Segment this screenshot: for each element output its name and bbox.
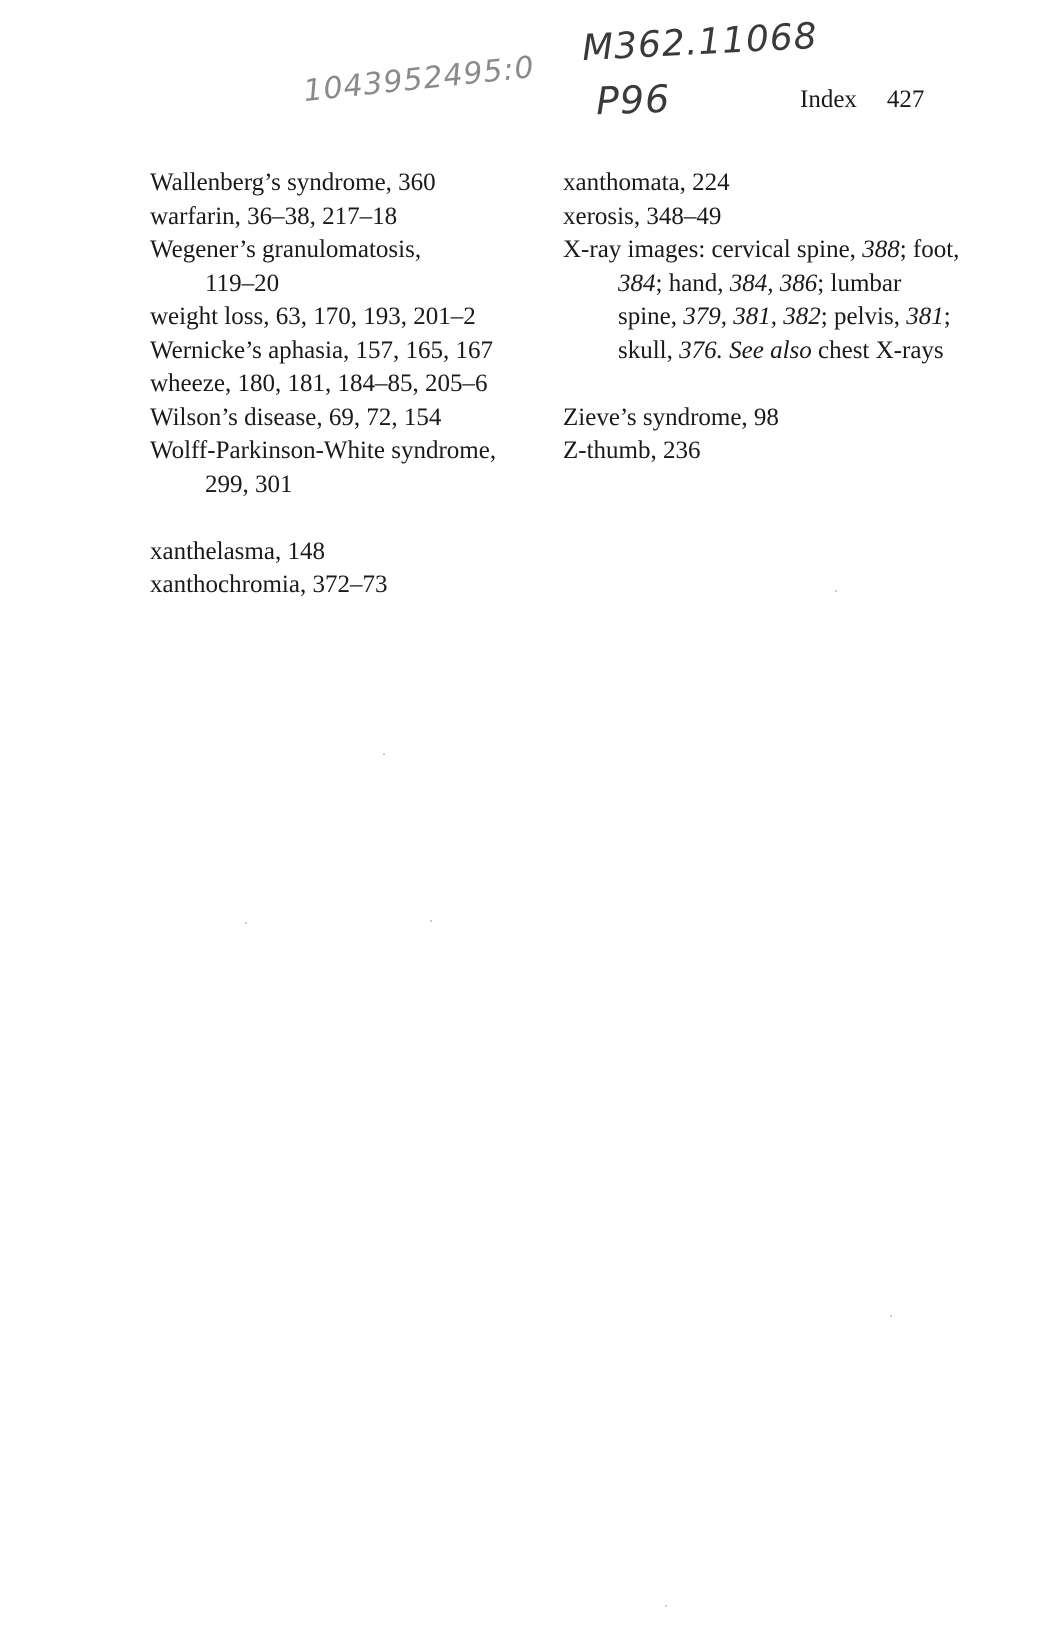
index-entry-wegener <box>150 233 530 300</box>
handwritten-code: P96 <box>595 76 672 124</box>
scan-speck <box>383 753 385 755</box>
index-entry-wpw-pages: 299, 301 <box>205 470 293 498</box>
xray-foot-pages: 384 <box>618 269 656 297</box>
scan-speck <box>835 590 837 592</box>
handwritten-call-number: M362.11068 <box>581 15 819 70</box>
index-entry-wegener-pages: 119–20 <box>205 269 280 297</box>
index-column-right <box>563 166 963 468</box>
index-entry-xanthelasma: xanthelasma, 148 <box>150 537 325 565</box>
xray-hand-pages: 384, 386 <box>729 269 818 297</box>
index-entry-wpw-term: Wolff-Parkinson-White syndrome, <box>150 437 497 464</box>
xray-lumbar-pages: 379, 381, 382 <box>683 303 821 330</box>
index-column-left <box>150 166 530 602</box>
index-entry-xanthochromia: xanthochromia, 372–73 <box>150 571 388 598</box>
letter-group-gap <box>150 501 530 535</box>
page-number: 427 <box>886 86 925 113</box>
scan-speck <box>890 1315 892 1317</box>
scan-speck <box>245 922 247 924</box>
section-title: Index <box>800 86 857 113</box>
index-entry-weight-loss: weight loss, 63, 170, 193, 201–2 <box>150 303 476 330</box>
xray-sep-lumbar: ; lumbar spine, <box>618 269 902 330</box>
index-entry-wegener-term: Wegener’s granulomatosis, <box>150 236 422 263</box>
index-entry-warfarin: warfarin, 36–38, 217–18 <box>150 202 398 230</box>
xray-see-also: . See also <box>716 336 812 364</box>
running-head <box>800 86 924 114</box>
xray-see-also-target: chest X-rays <box>811 336 944 364</box>
index-entry-wilson: Wilson’s disease, 69, 72, 154 <box>150 403 442 431</box>
handwritten-accession-number: 1043952495:0 <box>301 49 537 110</box>
xray-skull-pages: 376 <box>679 336 717 364</box>
scan-speck <box>665 1605 667 1607</box>
xray-sep-pelvis: ; pelvis, <box>820 303 907 330</box>
index-entry-wallenberg: Wallenberg’s syndrome, 360 <box>150 169 436 196</box>
index-entry-xerosis: xerosis, 348–49 <box>563 202 722 230</box>
index-entry-wheeze: wheeze, 180, 181, 184–85, 205–6 <box>150 370 488 397</box>
index-entry-z-thumb: Z-thumb, 236 <box>563 437 701 464</box>
xray-sep-hand: ; hand, <box>655 269 730 297</box>
xray-sep-foot: ; foot, <box>899 236 960 263</box>
xray-lead: X-ray images: cervical spine, <box>563 236 863 263</box>
letter-group-gap <box>563 367 963 401</box>
xray-pelvis-pages: 381 <box>906 303 944 330</box>
index-entry-wernicke: Wernicke’s aphasia, 157, 165, 167 <box>150 336 494 364</box>
index-entry-zieve: Zieve’s syndrome, 98 <box>563 403 779 431</box>
xray-cervical-pages: 388 <box>862 236 900 263</box>
index-entry-xray-images <box>563 233 963 367</box>
scan-speck <box>430 920 432 922</box>
index-entry-wolff-parkinson-white <box>150 434 530 501</box>
index-entry-xanthomata: xanthomata, 224 <box>563 169 730 196</box>
xray-sep-skull: ; skull, <box>618 303 951 364</box>
